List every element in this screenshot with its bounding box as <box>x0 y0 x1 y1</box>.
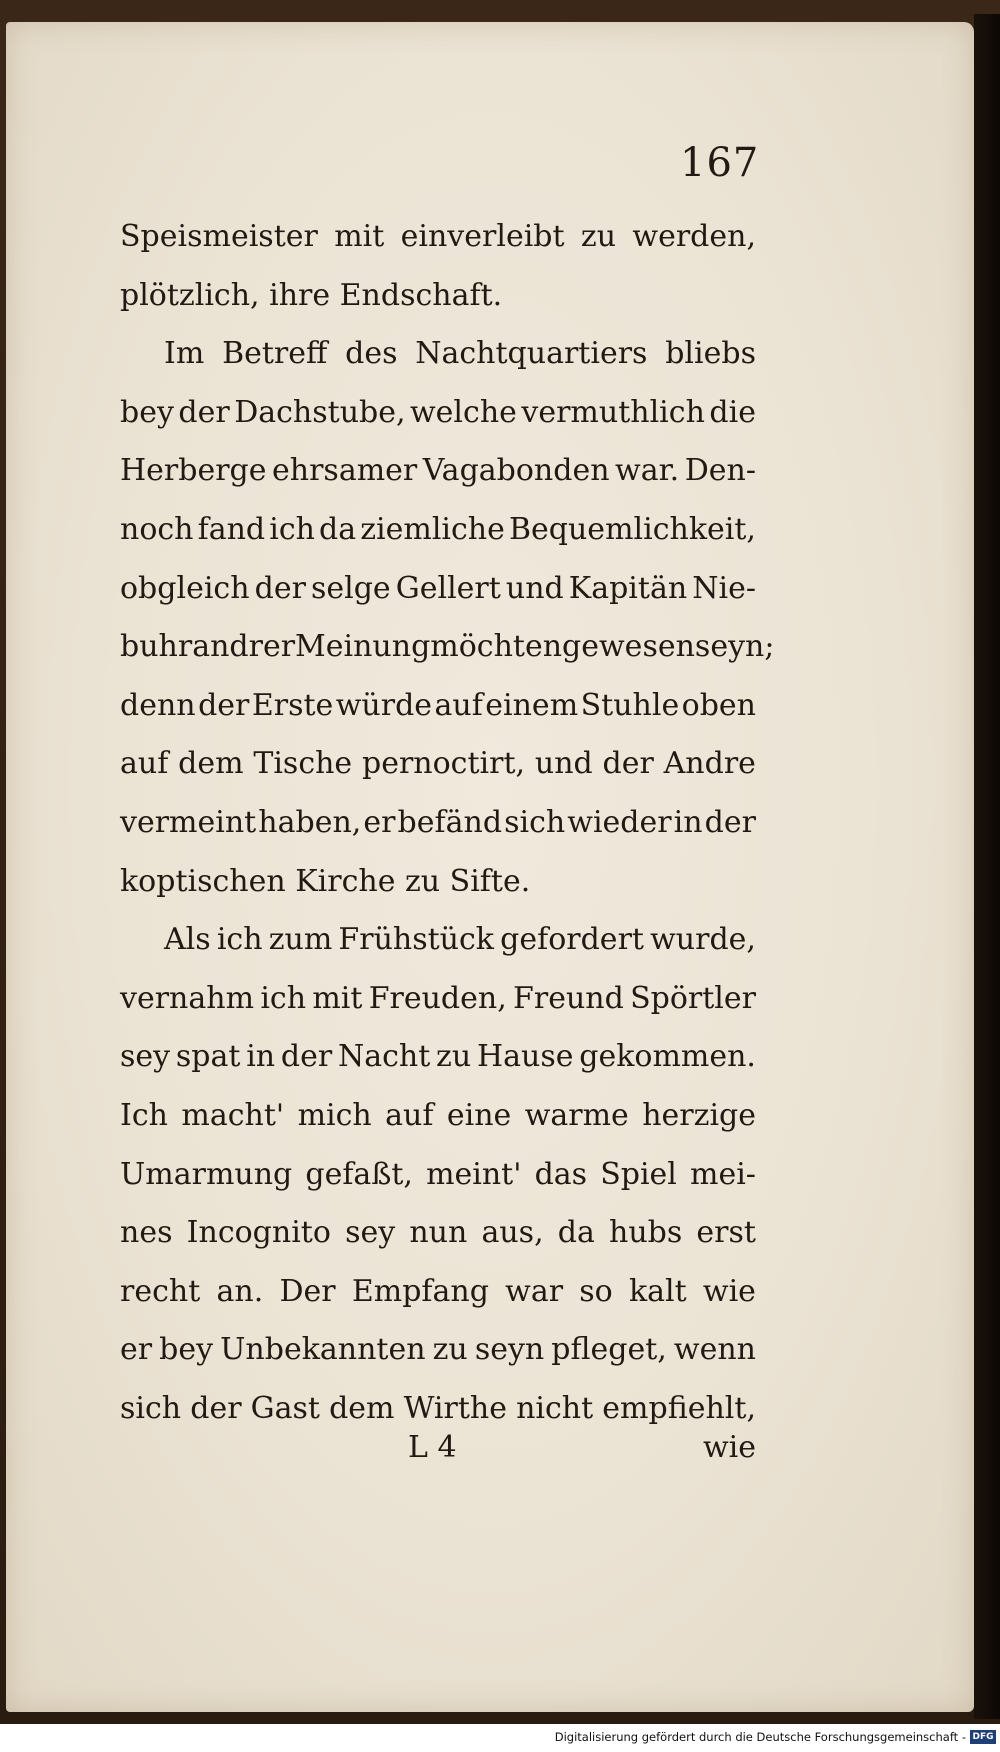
word: Kapitän <box>568 570 688 606</box>
word: fand <box>197 511 266 547</box>
word: ich <box>216 922 263 958</box>
word: Als <box>164 922 211 958</box>
page-edge-shadow <box>974 14 1000 1719</box>
word: Bequemlichkeit, <box>508 511 756 547</box>
text-line <box>120 794 756 853</box>
word: der <box>178 394 230 430</box>
word: sey <box>120 1039 171 1075</box>
word: werden, <box>632 219 756 254</box>
word: Gast <box>250 1390 320 1426</box>
word: des <box>345 336 398 372</box>
word: pernoctirt, <box>362 746 526 782</box>
word: zu <box>436 1039 472 1075</box>
word: Gellert <box>395 570 501 606</box>
word: wie <box>702 1273 756 1309</box>
word: er <box>363 804 396 840</box>
word: Meinung <box>295 629 431 665</box>
word: einem <box>485 687 579 723</box>
word: gekommen. <box>579 1039 756 1075</box>
word: mit <box>312 980 363 1016</box>
text-line: koptischen Kirche zu Sifte. <box>120 863 531 899</box>
text-line <box>120 1321 756 1380</box>
word: bliebs <box>665 336 756 372</box>
word: denn <box>120 687 196 723</box>
word: Frühstück <box>338 922 494 958</box>
word: Andre <box>663 746 756 782</box>
body-text <box>120 208 775 1438</box>
word: und <box>534 746 593 782</box>
text-line <box>120 208 756 267</box>
word: mit <box>334 219 385 254</box>
word: Tische <box>253 746 353 782</box>
word: Stuhle <box>580 687 680 723</box>
word: meint' <box>426 1156 522 1192</box>
word: auf <box>434 687 483 723</box>
word: vermeint <box>120 804 257 840</box>
word: so <box>579 1273 613 1309</box>
word: zum <box>268 922 333 958</box>
word: eine <box>446 1097 512 1133</box>
text-line <box>120 911 756 970</box>
text-line: plötzlich, ihre Endschaft. <box>120 277 503 313</box>
word: Empfang <box>351 1273 489 1309</box>
word: buhr <box>120 629 193 665</box>
word: da <box>319 511 357 547</box>
word: in <box>246 1039 276 1075</box>
signature-mark: L 4 <box>408 1430 457 1465</box>
text-line <box>120 1263 756 1322</box>
word: Nie- <box>692 570 756 606</box>
word: ich <box>269 511 315 547</box>
word: Incognito <box>186 1215 331 1251</box>
word: mich <box>297 1097 372 1133</box>
word: Herberge <box>120 453 267 489</box>
text-line <box>120 677 756 736</box>
word: der <box>704 804 756 840</box>
word: dem <box>329 1390 395 1426</box>
word: macht' <box>181 1097 285 1133</box>
word: aus, <box>481 1215 544 1251</box>
word: nicht <box>516 1390 594 1426</box>
text-line <box>120 560 756 619</box>
word: Betreff <box>222 336 328 372</box>
word: haben, <box>258 804 362 840</box>
word: der <box>602 746 654 782</box>
text-line <box>120 1146 756 1205</box>
word: seyn; <box>694 629 775 665</box>
word: zu <box>580 219 617 254</box>
word: wenn <box>673 1332 756 1368</box>
word: empfiehlt, <box>602 1390 756 1426</box>
word: einverleibt <box>400 219 565 254</box>
word: erst <box>696 1215 756 1251</box>
word: Nachtquartiers <box>415 336 648 372</box>
word: vernahm <box>120 980 255 1016</box>
credit-bar <box>0 1724 1000 1752</box>
word: obgleich <box>120 570 250 606</box>
word: vermuthlich <box>521 394 705 430</box>
word: auf <box>120 746 169 782</box>
word: zu <box>432 1332 468 1368</box>
text-line <box>120 1204 756 1263</box>
word: Spörtler <box>630 980 756 1016</box>
word: Wirthe <box>403 1390 507 1426</box>
word: ehrsamer <box>272 453 418 489</box>
word: Hause <box>476 1039 574 1075</box>
word: pfleget, <box>551 1332 667 1368</box>
word: sich <box>504 804 566 840</box>
word: Nacht <box>337 1039 431 1075</box>
word: Freuden, <box>368 980 507 1016</box>
text-line <box>120 1087 756 1146</box>
word: kalt <box>628 1273 687 1309</box>
word: Unbekannten <box>220 1332 426 1368</box>
dfg-logo-badge: DFG <box>970 1730 996 1744</box>
word: Ich <box>120 1097 168 1133</box>
text-line <box>120 618 775 677</box>
word: nes <box>120 1215 173 1251</box>
word: noch <box>120 511 194 547</box>
text-line <box>120 970 756 1029</box>
word: war <box>505 1273 564 1309</box>
word: und <box>505 570 564 606</box>
text-line <box>120 384 756 443</box>
word: seyn <box>474 1332 545 1368</box>
word: das <box>534 1156 588 1192</box>
word: bey <box>159 1332 214 1368</box>
word: auf <box>385 1097 434 1133</box>
word: da <box>557 1215 595 1251</box>
word: der <box>190 1390 242 1426</box>
word: Freund <box>513 980 624 1016</box>
catchword: wie <box>702 1430 756 1465</box>
text-line <box>120 735 756 794</box>
word: sich <box>120 1390 182 1426</box>
word: spat <box>175 1039 241 1075</box>
word: andrer <box>192 629 296 665</box>
word: gefaßt, <box>305 1156 413 1192</box>
word: Im <box>164 336 205 372</box>
page-number: 167 <box>680 140 760 186</box>
text-line <box>120 325 756 384</box>
word: gewesen <box>562 629 695 665</box>
word: wurde, <box>650 922 756 958</box>
text-line <box>120 501 756 560</box>
funding-credit: Digitalisierung gefördert durch die Deutsche Forschungsgemeinschaft - <box>554 1730 966 1744</box>
word: der <box>254 570 306 606</box>
word: sey <box>345 1215 396 1251</box>
word: befänd <box>397 804 503 840</box>
word: er <box>120 1332 153 1368</box>
word: die <box>709 394 756 430</box>
word: selge <box>310 570 391 606</box>
word: ich <box>260 980 307 1016</box>
word: an. <box>216 1273 264 1309</box>
word: ziemliche <box>360 511 505 547</box>
word: war. <box>615 453 680 489</box>
word: recht <box>120 1273 201 1309</box>
word: möchten <box>430 629 563 665</box>
word: Erste <box>251 687 334 723</box>
word: oben <box>681 687 756 723</box>
page-footer <box>120 1420 756 1480</box>
word: warme <box>524 1097 629 1133</box>
word: Spiel <box>600 1156 677 1192</box>
word: Der <box>279 1273 336 1309</box>
word: in <box>673 804 703 840</box>
word: hubs <box>609 1215 683 1251</box>
word: nun <box>409 1215 468 1251</box>
word: der <box>280 1039 333 1075</box>
word: Den- <box>684 453 756 489</box>
text-line <box>120 442 756 501</box>
word: Speismeister <box>120 219 318 254</box>
word: würde <box>335 687 433 723</box>
word: herzige <box>642 1097 756 1133</box>
word: Vagabonden <box>422 453 610 489</box>
word: mei- <box>690 1156 756 1192</box>
word: Dachstube, <box>234 394 406 430</box>
word: gefordert <box>500 922 644 958</box>
text-line <box>120 1028 756 1087</box>
word: welche <box>410 394 517 430</box>
word: Umarmung <box>120 1156 293 1192</box>
word: wieder <box>567 804 672 840</box>
word: bey <box>120 394 174 430</box>
word: dem <box>178 746 244 782</box>
word: der <box>198 687 250 723</box>
